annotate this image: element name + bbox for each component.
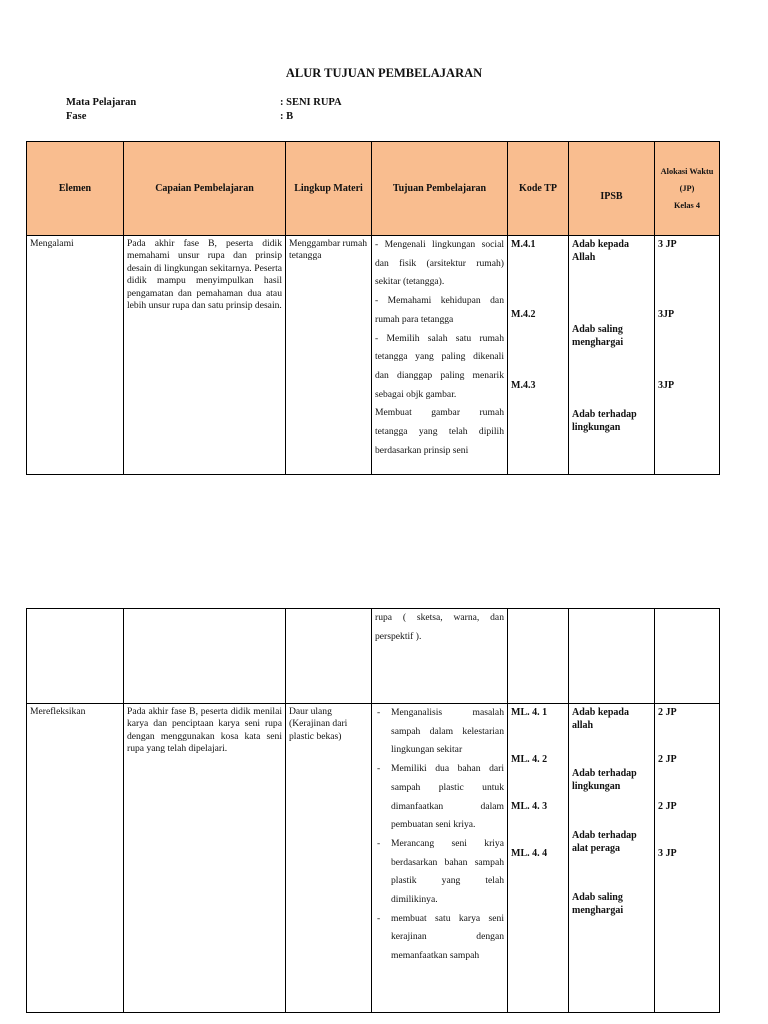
- alokasi-line-1: Alokasi Waktu: [660, 166, 714, 176]
- empty-cell: [508, 609, 569, 704]
- tujuan-table-page-1: [26, 141, 720, 475]
- header-alokasi: [655, 142, 720, 236]
- header-ipsb: IPSB: [569, 142, 655, 236]
- table-row-merefleksikan: [27, 704, 720, 1013]
- cell-jp: [655, 704, 720, 1013]
- empty-cell: [124, 609, 286, 704]
- empty-cell: [569, 609, 655, 704]
- kode-value: ML. 4. 1: [511, 707, 548, 718]
- jp-value: 2 JP: [658, 707, 677, 718]
- cell-ipsb: [569, 704, 655, 1013]
- jp-value: 2 JP: [658, 754, 677, 765]
- cell-tujuan: [372, 236, 508, 475]
- kode-value: ML. 4. 3: [511, 801, 548, 812]
- table-row-continuation: [27, 609, 720, 704]
- header-kode: Kode TP: [508, 142, 569, 236]
- empty-cell: [27, 609, 124, 704]
- empty-cell: [286, 609, 372, 704]
- table-row-mengalami: [27, 236, 720, 475]
- mapel-value: : SENI RUPA: [280, 97, 342, 108]
- alokasi-line-3: Kelas 4: [673, 201, 701, 211]
- cell-kode: [508, 236, 569, 475]
- cell-lingkup: Menggambar rumah tetangga: [286, 236, 372, 475]
- tujuan-item: - Menganalisis masalah sampah dalam kelestarian lingkungan sekitar: [375, 704, 504, 760]
- jp-value: 3 JP: [658, 848, 677, 859]
- tujuan-item: - Memilih salah satu rumah tetangga yang paling dikenali dan dianggap paling menarik sebagai objk gambar.: [375, 332, 504, 400]
- tujuan-item: - membuat satu karya seni kerajinan dengan memanfaatkan sampah: [375, 910, 504, 966]
- jp-value: 3JP: [658, 309, 675, 320]
- kode-value: M.4.3: [511, 380, 536, 391]
- tujuan-item: - Memiliki dua bahan dari sampah plastic untuk dimanfaatkan dalam pembuatan seni kriya.: [375, 760, 504, 835]
- cell-tujuan-continuation: rupa ( sketsa, warna, dan perspektif ).: [372, 609, 508, 704]
- fase-label: Fase: [66, 111, 87, 122]
- cell-kode: [508, 704, 569, 1013]
- cell-tujuan: [372, 704, 508, 1013]
- empty-cell: [655, 609, 720, 704]
- ipsb-value: Adab saling menghargai: [572, 892, 624, 916]
- jp-value: 3JP: [658, 380, 675, 391]
- ipsb-value: Adab terhadap lingkungan: [572, 409, 637, 433]
- header-lingkup: Lingkup Materi: [286, 142, 372, 236]
- table-header-row: [27, 142, 720, 236]
- tujuan-table-page-2: [26, 608, 720, 1013]
- tujuan-item: - Mengenali lingkungan social dan fisik (arsitektur rumah) sekitar (tetangga).: [375, 239, 504, 288]
- tujuan-item: - Memahami kehidupan dan rumah para tetangga: [375, 295, 504, 325]
- ipsb-value: Adab terhadap lingkungan: [572, 768, 637, 792]
- jp-value: 2 JP: [658, 801, 677, 812]
- ipsb-value: Adab kepada allah: [572, 707, 629, 731]
- header-capaian: Capaian Pembelajaran: [124, 142, 286, 236]
- jp-value: 3 JP: [658, 239, 677, 250]
- cell-capaian: Pada akhir fase B, peserta didik menilai karya dan penciptaan karya seni rupa dengan menggunakan kosa kata seni rupa yang telah dipelajari.: [124, 704, 286, 1013]
- cell-lingkup: Daur ulang (Kerajinan dari plastic bekas): [286, 704, 372, 1013]
- ipsb-value: Adab terhadap alat peraga: [572, 830, 637, 854]
- kode-value: ML. 4. 2: [511, 754, 548, 765]
- cell-jp: [655, 236, 720, 475]
- ipsb-value: Adab kepada Allah: [572, 239, 629, 263]
- cell-elemen: Mengalami: [27, 236, 124, 475]
- fase-value: : B: [280, 111, 294, 122]
- tujuan-item: - Merancang seni kriya berdasarkan bahan sampah plastik yang telah dimilikinya.: [375, 835, 504, 910]
- cell-elemen: Merefleksikan: [27, 704, 124, 1013]
- alokasi-line-2: (JP): [679, 183, 695, 193]
- header-elemen: Elemen: [27, 142, 124, 236]
- kode-value: M.4.2: [511, 309, 536, 320]
- header-tujuan: Tujuan Pembelajaran: [372, 142, 508, 236]
- kode-value: ML. 4. 4: [511, 848, 548, 859]
- tujuan-item: Membuat gambar rumah tetangga yang telah dipilih berdasarkan prinsip seni: [375, 407, 504, 456]
- mapel-label: Mata Pelajaran: [66, 97, 137, 108]
- document-title: ALUR TUJUAN PEMBELAJARAN: [285, 66, 483, 80]
- cell-capaian: Pada akhir fase B, peserta didik memahami unsur rupa dan prinsip desain di lingkungan sekitarnya. Peserta didik mampu menyimpulkan hasil pengamatan dan pemahaman dua atau lebih unsur rupa dan satu prinsip desain.: [124, 236, 286, 475]
- cell-ipsb: [569, 236, 655, 475]
- kode-value: M.4.1: [511, 239, 536, 250]
- ipsb-value: Adab saling menghargai: [572, 324, 624, 348]
